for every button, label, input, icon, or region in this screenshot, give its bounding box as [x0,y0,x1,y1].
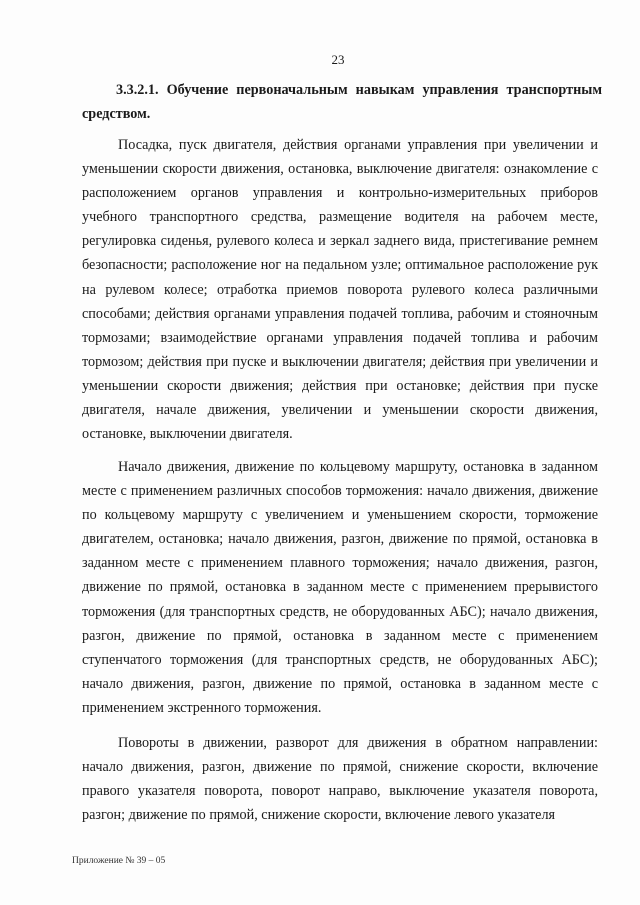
footer-note: Приложение № 39 – 05 [72,856,166,866]
section-heading: 3.3.2.1. Обучение первоначальным навыкам управления транспортным средством. [82,82,602,122]
paragraph-3: Повороты в движении, разворот для движения в обратном направлении: начало движения, разгон, движение по прямой, снижение скорости, включение правого указателя поворота, поворот направо, выключение указателя поворота, разгон; движение по прямой, снижение скорости, включение левого указателя [82,735,598,824]
paragraph-1: Посадка, пуск двигателя, действия органами управления при увеличении и уменьшении скорости движения, остановка, выключение двигателя: ознакомление с расположением органов управления и контрольно-измерительных приборов учебного транспортного средства, размещение водителя на рабочем месте, регулировка сиденья, рулевого колеса и зеркал заднего вида, пристегивание ремнем безопасности; расположение ног на педальном узле; оптимальное расположение рук на рулевом колесе; отработка приемов поворота рулевого колеса различными способами; действия органами управления подачей топлива, рабочим и стояночным тормозами; взаимодействие органами управления подачей топлива и рабочим тормозом; действия при пуске и выключении двигателя; действия при увеличении и уменьшении скорости движения; действия при остановке; действия при пуске двигателя, начале движения, увеличении и уменьшении скорости движения, остановке, выключении двигателя. [82,137,598,443]
page-number: 23 [331,52,345,67]
paragraph-2: Начало движения, движение по кольцевому маршруту, остановка в заданном месте с применением различных способов торможения: начало движения, движение по кольцевому маршруту с увеличением и уменьшением скорости, торможение двигателем, остановка; начало движения, разгон, движение по прямой, остановка в заданном месте с применением плавного торможения; начало движения, разгон, движение по прямой, остановка в заданном месте с применением прерывистого торможения (для транспортных средств, не оборудованных АБС); начало движения, разгон, движение по прямой, остановка в заданном месте с применением ступенчатого торможения (для транспортных средств, не оборудованных АБС); начало движения, разгон, движение по прямой, остановка в заданном месте с применением экстренного торможения. [82,459,598,716]
